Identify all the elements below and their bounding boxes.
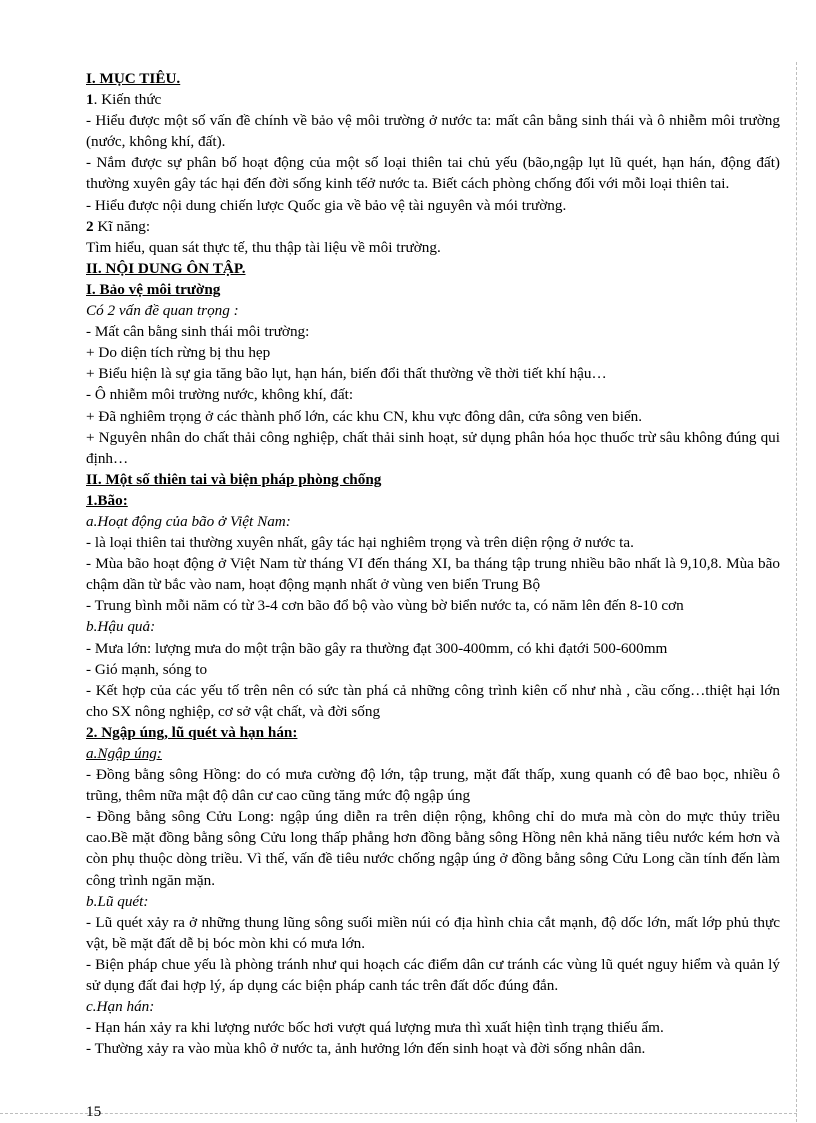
paragraph: + Nguyên nhân do chất thải công nghiệp, chất thải sinh hoạt, sử dụng phân hóa học thuốc trừ sâu không đúng qui định… xyxy=(86,428,780,467)
paragraph: - Mùa bão hoạt động ở Việt Nam từ tháng VI đến tháng XI, ba tháng tập trung nhiều bão nhất là 9,10,8. Mùa bão chậm dần từ bắc vào nam, hoạt động mạnh nhất ở vùng ven biển Trung Bộ xyxy=(86,555,780,594)
paragraph: - Mất cân bằng sinh thái môi trường: xyxy=(86,323,310,341)
paragraph: - Nắm được sự phân bố hoạt động của một số loại thiên tai chủ yếu (bão,ngập lụt lũ quét, hạn hán, động đất) thường xuyên gây tác hại đến đời sống kinh tếở nước ta. Biết cách phòng chống đối với mỗi loại thiên tai. xyxy=(86,154,780,193)
paragraph: - Gió mạnh, sóng to xyxy=(86,660,208,678)
heading-bao-ve-moi-truong: I. Bảo vệ môi trường xyxy=(86,280,221,298)
heading-ngap-ung: 2. Ngập úng, lũ quét và hạn hán: xyxy=(86,723,298,741)
paragraph: - Lũ quét xảy ra ở những thung lũng sông suối miền núi có địa hình chia cắt mạnh, độ dốc lớn, mất lớp phủ thực vật, bề mặt đất dễ bị bóc mòn khi có mưa lớn. xyxy=(86,913,780,952)
italic-subheading: b.Hậu quả: xyxy=(86,618,156,636)
italic-subheading: a.Hoạt động của bão ở Việt Nam: xyxy=(86,512,291,530)
section-number: 2 xyxy=(86,217,94,235)
subheading-ki-nang xyxy=(86,216,780,237)
paragraph: - Kết hợp của các yếu tố trên nên có sức tàn phá cả những công trình kiên cố như nhà , cầu cống…thiệt hại lớn cho SX nông nghiệp, cơ sở vật chất, và đời sống xyxy=(86,681,780,720)
paragraph: - là loại thiên tai thường xuyên nhất, gây tác hại nghiêm trọng và trên diện rộng ở nước ta. xyxy=(86,534,634,552)
paragraph: - Trung bình mỗi năm có từ 3-4 cơn bão đổ bộ vào vùng bờ biển nước ta, có năm lên đến 8-10 cơn xyxy=(86,597,684,615)
paragraph: - Hiểu được một số vấn đề chính về bảo vệ môi trường ở nước ta: mất cân bằng sinh thái và ô nhiễm môi trường (nước, không khí, đất). xyxy=(86,112,780,151)
heading-bao: 1.Bão: xyxy=(86,491,128,509)
italic-subheading: a.Ngập úng: xyxy=(86,745,162,762)
paragraph: - Đồng bằng sông Cửu Long: ngập úng diễn ra trên diện rộng, không chỉ do mưa mà còn do mực thủy triều cao.Bề mặt đồng bằng sông Cửu long thấp phẳng hơn đồng bằng sông Hồng nên khả năng tiêu nước kém hơn và còn phụ thuộc dòng triều. Vì thế, vấn đề tiêu nước chống ngập úng ở đồng bằng sông Cửu Long cần tính đến làm công trình ngăn mặn. xyxy=(86,808,780,889)
italic-subheading: c.Hạn hán: xyxy=(86,998,155,1016)
heading-thien-tai: II. Một số thiên tai và biện pháp phòng chống xyxy=(86,470,382,488)
paragraph: - Mưa lớn: lượng mưa do một trận bão gây ra thường đạt 300-400mm, có khi đạtới 500-600mm xyxy=(86,639,668,657)
paragraph: - Đồng bằng sông Hồng: do có mưa cường độ lớn, tập trung, mặt đất thấp, xung quanh có đê bao bọc, nhiều ô trũng, thêm nữa mật độ dân cư cao cũng tăng mức độ ngập úng xyxy=(86,766,780,805)
paragraph: - Biện pháp chue yếu là phòng tránh như qui hoạch các điểm dân cư tránh các vùng lũ quét nguy hiểm và quản lý sử dụng đất đai hợp lý, áp dụng các biện pháp canh tác trên đất dốc đúng đắn. xyxy=(86,955,780,995)
italic-subheading: Có 2 vấn đề quan trọng : xyxy=(86,302,239,320)
page-border-bottom xyxy=(0,1113,797,1114)
page-border-right xyxy=(796,62,797,1122)
paragraph: + Biểu hiện là sự gia tăng bão lụt, hạn hán, biến đổi thất thường về thời tiết khí hậu… xyxy=(86,365,607,383)
paragraph: + Đã nghiêm trọng ở các thành phố lớn, các khu CN, khu vực đông dân, cửa sông ven biển. xyxy=(86,407,643,425)
paragraph: - Hạn hán xảy ra khi lượng nước bốc hơi vượt quá lượng mưa thì xuất hiện tình trạng thiếu ẩm. xyxy=(86,1019,664,1037)
paragraph: - Thường xảy ra vào mùa khô ở nước ta, ảnh hưởng lớn đến sinh hoạt và đời sống nhân dân. xyxy=(86,1040,646,1058)
paragraph: + Do diện tích rừng bị thu hẹp xyxy=(86,344,271,362)
paragraph: - Ô nhiễm môi trường nước, không khí, đất: xyxy=(86,386,354,404)
page-number: 15 xyxy=(86,1103,102,1120)
paragraph: - Hiểu được nội dung chiến lược Quốc gia về bảo vệ tài nguyên và mói trường. xyxy=(86,196,567,214)
document-body xyxy=(86,68,780,1059)
heading-noi-dung: II. NỘI DUNG ÔN TẬP. xyxy=(86,259,246,277)
italic-subheading: b.Lũ quét: xyxy=(86,892,149,910)
section-number: 1 xyxy=(86,91,94,109)
paragraph: Tìm hiểu, quan sát thực tế, thu thập tài liệu về môi trường. xyxy=(86,238,441,256)
subheading-label: . Kiến thức xyxy=(93,91,162,109)
heading-muc-tieu: I. MỤC TIÊU. xyxy=(86,70,181,87)
subheading-label: Kĩ năng: xyxy=(93,217,151,235)
subheading-kien-thuc xyxy=(86,89,780,110)
